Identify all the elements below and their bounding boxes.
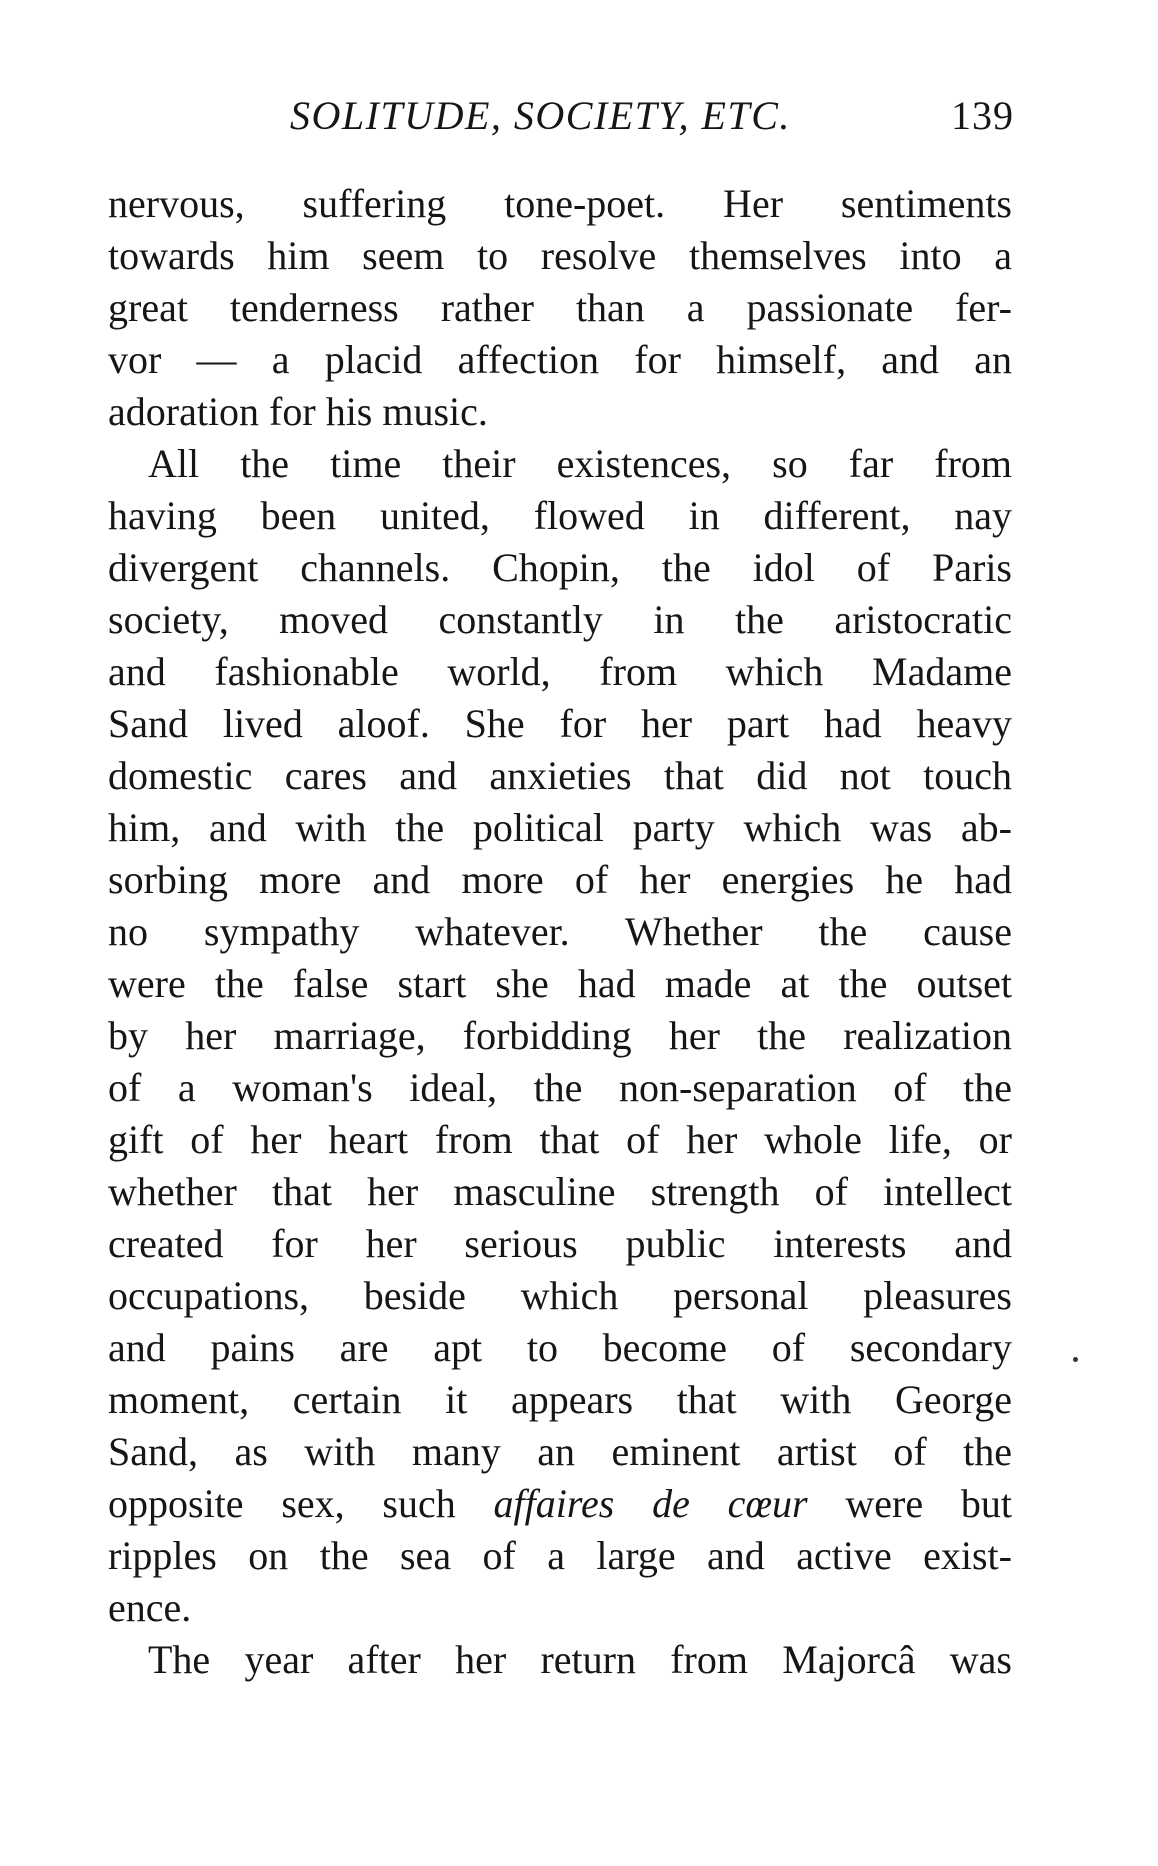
text-line: him, and with the political party which was ab- [108, 805, 1012, 850]
text-line: created for her serious public interests and [108, 1221, 1012, 1266]
text-line: and pains are apt to become of secondary [108, 1325, 1012, 1370]
text-line: by her marriage, forbidding her the realization [108, 1013, 1012, 1058]
text-line: The year after her return from Majorcâ was [148, 1637, 1012, 1682]
text-line: great tenderness rather than a passionate fer- [108, 285, 1012, 330]
text-line: vor — a placid affection for himself, and an [108, 337, 1012, 382]
text-line: society, moved constantly in the aristocratic [108, 597, 1012, 642]
running-title: SOLITUDE, SOCIETY, ETC. [290, 93, 791, 138]
text-line: were the false start she had made at the outset [108, 961, 1012, 1006]
text-line-with-italic [108, 1478, 1012, 1530]
running-head [108, 92, 1016, 144]
text-line: All the time their existences, so far from [148, 441, 1012, 486]
text-line: moment, certain it appears that with George [108, 1377, 1012, 1422]
text-line: Sand lived aloof. She for her part had heavy [108, 701, 1012, 746]
text-line: towards him seem to resolve themselves into a [108, 233, 1012, 278]
text-line: domestic cares and anxieties that did not touch [108, 753, 1012, 798]
text-segment: were but [807, 1481, 1013, 1526]
text-line: ence. [108, 1585, 192, 1630]
page-number: 139 [951, 93, 1014, 138]
text-line: occupations, beside which personal pleasures [108, 1273, 1012, 1318]
text-line: of a woman's ideal, the non-separation of the [108, 1065, 1012, 1110]
text-line: sorbing more and more of her energies he had [108, 857, 1012, 902]
text-line: having been united, flowed in different, nay [108, 493, 1012, 538]
margin-mark [1073, 1357, 1078, 1362]
italic-phrase: affaires de cœur [493, 1481, 808, 1526]
text-segment: opposite sex, such [108, 1481, 494, 1526]
text-line: adoration for his music. [108, 389, 488, 434]
text-line: nervous, suffering tone-poet. Her sentiments [108, 181, 1012, 226]
body-text [108, 178, 1012, 1686]
text-line: no sympathy whatever. Whether the cause [108, 909, 1012, 954]
text-line: whether that her masculine strength of intellect [108, 1169, 1012, 1214]
text-line: gift of her heart from that of her whole life, or [108, 1117, 1012, 1162]
text-line: and fashionable world, from which Madame [108, 649, 1012, 694]
text-line: divergent channels. Chopin, the idol of Paris [108, 545, 1012, 590]
text-line: ripples on the sea of a large and active exist- [108, 1533, 1012, 1578]
text-line: Sand, as with many an eminent artist of the [108, 1429, 1012, 1474]
